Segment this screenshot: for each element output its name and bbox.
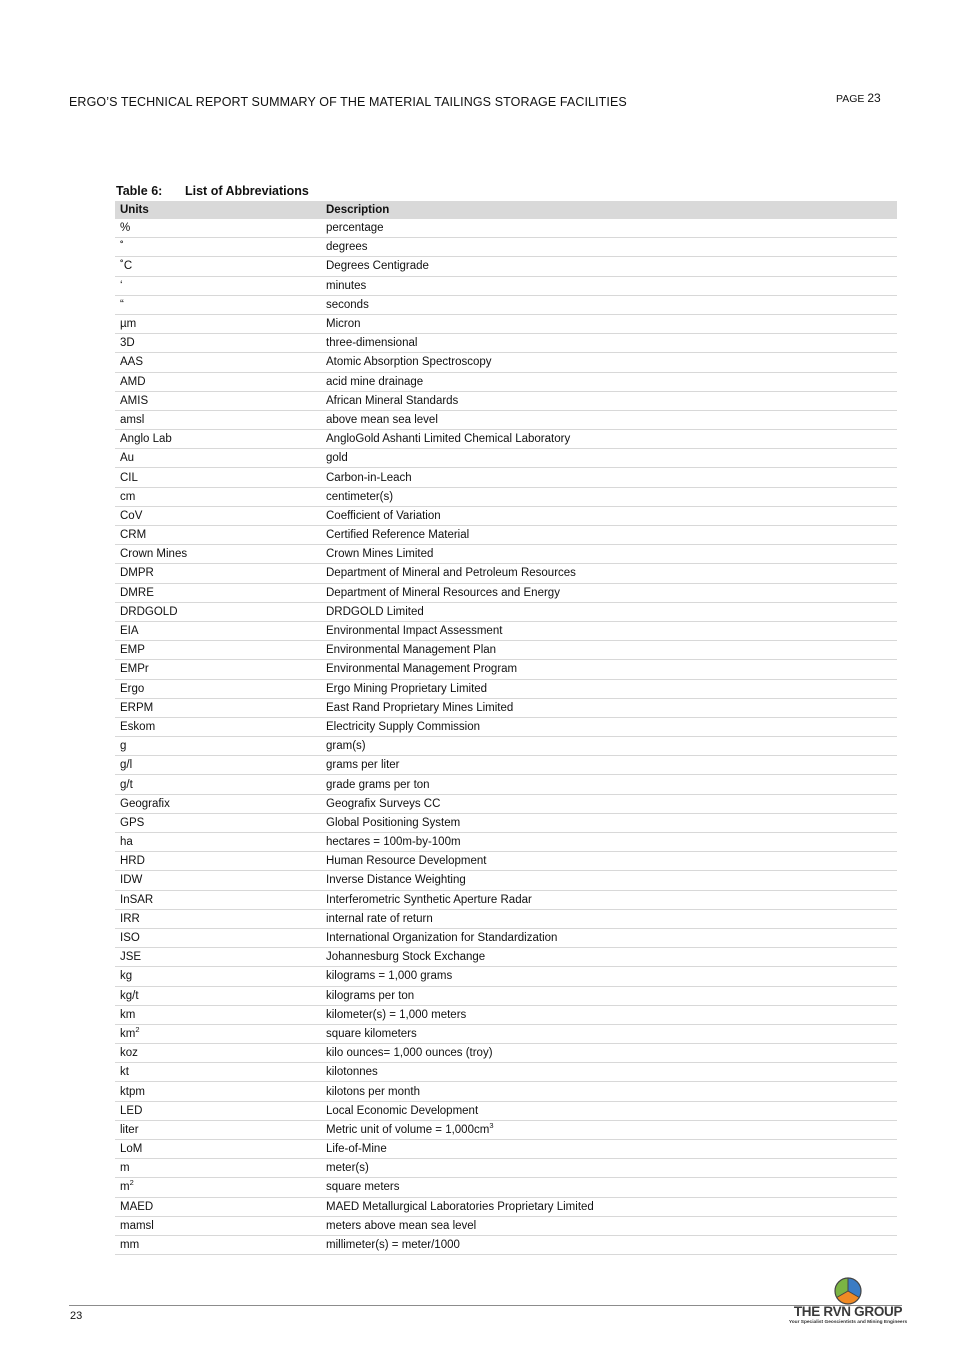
report-title: ERGO’S TECHNICAL REPORT SUMMARY OF THE MATERIAL TAILINGS STORAGE FACILITIES bbox=[69, 95, 627, 109]
unit-text: DRDGOLD bbox=[120, 605, 178, 618]
unit-text: mamsl bbox=[120, 1219, 154, 1232]
description-cell bbox=[321, 794, 897, 813]
description-text: Atomic Absorption Spectroscopy bbox=[326, 356, 492, 369]
description-text: millimeter(s) = meter/1000 bbox=[326, 1239, 460, 1252]
table-row bbox=[115, 794, 897, 813]
description-cell bbox=[321, 353, 897, 372]
description-text: Department of Mineral and Petroleum Resources bbox=[326, 567, 576, 580]
table-row bbox=[115, 1216, 897, 1235]
description-cell bbox=[321, 1197, 897, 1216]
column-header-description: Description bbox=[321, 201, 897, 219]
unit-cell bbox=[115, 602, 321, 621]
description-cell bbox=[321, 314, 897, 333]
table-row bbox=[115, 641, 897, 660]
description-cell bbox=[321, 506, 897, 525]
unit-cell bbox=[115, 391, 321, 410]
unit-text: “ bbox=[120, 298, 124, 311]
description-text: AngloGold Ashanti Limited Chemical Laboratory bbox=[326, 433, 571, 446]
unit-text: cm bbox=[120, 490, 136, 503]
table-row bbox=[115, 737, 897, 756]
unit-cell bbox=[115, 257, 321, 276]
description-cell bbox=[321, 276, 897, 295]
description-cell bbox=[321, 1044, 897, 1063]
table-row bbox=[115, 353, 897, 372]
table-row bbox=[115, 909, 897, 928]
unit-cell bbox=[115, 775, 321, 794]
unit-text: AAS bbox=[120, 356, 144, 369]
description-text: kilo ounces= 1,000 ounces (troy) bbox=[326, 1047, 493, 1060]
description-cell bbox=[321, 1063, 897, 1082]
description-text: Crown Mines Limited bbox=[326, 548, 434, 561]
table-row bbox=[115, 871, 897, 890]
description-text: Department of Mineral Resources and Energy bbox=[326, 586, 560, 599]
unit-text: IRR bbox=[120, 912, 140, 925]
unit-text: CIL bbox=[120, 471, 138, 484]
table-row bbox=[115, 717, 897, 736]
table-row bbox=[115, 583, 897, 602]
unit-cell bbox=[115, 1101, 321, 1120]
table-row bbox=[115, 564, 897, 583]
table-row bbox=[115, 257, 897, 276]
unit-text: km bbox=[120, 1027, 136, 1040]
unit-cell bbox=[115, 833, 321, 852]
table-row bbox=[115, 833, 897, 852]
description-text: centimeter(s) bbox=[326, 490, 394, 503]
description-text: Metric unit of volume = 1,000cm bbox=[326, 1123, 490, 1136]
unit-cell bbox=[115, 813, 321, 832]
description-cell bbox=[321, 1101, 897, 1120]
unit-text: ˚C bbox=[120, 260, 133, 273]
unit-cell bbox=[115, 1044, 321, 1063]
description-cell bbox=[321, 1178, 897, 1197]
description-text: Micron bbox=[326, 318, 361, 331]
unit-cell bbox=[115, 621, 321, 640]
description-cell bbox=[321, 602, 897, 621]
unit-cell bbox=[115, 871, 321, 890]
unit-text: amsl bbox=[120, 413, 145, 426]
unit-text: IDW bbox=[120, 874, 143, 887]
unit-text: AMD bbox=[120, 375, 146, 388]
unit-cell bbox=[115, 314, 321, 333]
unit-text: Geografix bbox=[120, 797, 170, 810]
description-text: African Mineral Standards bbox=[326, 394, 459, 407]
description-text: MAED Metallurgical Laboratories Proprietary Limited bbox=[326, 1200, 594, 1213]
description-text: Carbon-in-Leach bbox=[326, 471, 412, 484]
description-text: kilometer(s) = 1,000 meters bbox=[326, 1008, 467, 1021]
unit-text: InSAR bbox=[120, 893, 154, 906]
table-row bbox=[115, 698, 897, 717]
description-text: grade grams per ton bbox=[326, 778, 430, 791]
unit-cell bbox=[115, 794, 321, 813]
description-cell bbox=[321, 775, 897, 794]
description-text: Electricity Supply Commission bbox=[326, 720, 481, 733]
description-cell bbox=[321, 679, 897, 698]
unit-cell bbox=[115, 1235, 321, 1254]
table-row bbox=[115, 545, 897, 564]
unit-cell bbox=[115, 1216, 321, 1235]
description-text: Certified Reference Material bbox=[326, 529, 470, 542]
description-text: gold bbox=[326, 452, 348, 465]
description-text: DRDGOLD Limited bbox=[326, 605, 424, 618]
description-cell bbox=[321, 1005, 897, 1024]
unit-cell bbox=[115, 1159, 321, 1178]
page-prefix: PAGE bbox=[836, 93, 865, 105]
description-cell bbox=[321, 698, 897, 717]
description-cell bbox=[321, 1140, 897, 1159]
unit-superscript: 2 bbox=[129, 1178, 134, 1188]
table-row bbox=[115, 679, 897, 698]
description-cell bbox=[321, 449, 897, 468]
table-caption bbox=[116, 184, 309, 198]
description-cell bbox=[321, 564, 897, 583]
table-row bbox=[115, 1044, 897, 1063]
unit-cell bbox=[115, 545, 321, 564]
unit-cell bbox=[115, 219, 321, 238]
unit-cell bbox=[115, 698, 321, 717]
description-cell bbox=[321, 1216, 897, 1235]
unit-cell bbox=[115, 295, 321, 314]
description-cell bbox=[321, 1082, 897, 1101]
unit-text: Anglo Lab bbox=[120, 433, 172, 446]
abbreviations-table bbox=[115, 201, 897, 1255]
unit-text: µm bbox=[120, 318, 137, 331]
description-text: hectares = 100m-by-100m bbox=[326, 836, 461, 849]
description-text: Human Resource Development bbox=[326, 855, 487, 868]
description-cell bbox=[321, 410, 897, 429]
unit-cell bbox=[115, 1120, 321, 1139]
unit-cell bbox=[115, 238, 321, 257]
unit-cell bbox=[115, 1024, 321, 1043]
table-row bbox=[115, 756, 897, 775]
unit-cell bbox=[115, 506, 321, 525]
description-text: grams per liter bbox=[326, 759, 400, 772]
unit-cell bbox=[115, 372, 321, 391]
table-row bbox=[115, 1082, 897, 1101]
description-cell bbox=[321, 737, 897, 756]
description-cell bbox=[321, 219, 897, 238]
description-text: internal rate of return bbox=[326, 912, 433, 925]
unit-text: g/t bbox=[120, 778, 133, 791]
unit-text: EMPr bbox=[120, 663, 149, 676]
unit-text: Eskom bbox=[120, 720, 156, 733]
unit-text: ‘ bbox=[120, 279, 123, 292]
table-row bbox=[115, 1197, 897, 1216]
table-row bbox=[115, 986, 897, 1005]
description-text: square kilometers bbox=[326, 1027, 417, 1040]
description-cell bbox=[321, 967, 897, 986]
table-row bbox=[115, 928, 897, 947]
unit-text: 3D bbox=[120, 337, 135, 350]
unit-cell bbox=[115, 1178, 321, 1197]
description-text: Degrees Centigrade bbox=[326, 260, 429, 273]
unit-text: MAED bbox=[120, 1200, 154, 1213]
page-number: 23 bbox=[867, 91, 881, 105]
unit-text: liter bbox=[120, 1123, 139, 1136]
unit-cell bbox=[115, 986, 321, 1005]
description-cell bbox=[321, 948, 897, 967]
unit-text: koz bbox=[120, 1047, 138, 1060]
table-row bbox=[115, 430, 897, 449]
unit-cell bbox=[115, 1063, 321, 1082]
table-header-row bbox=[115, 201, 897, 219]
unit-text: m bbox=[120, 1181, 130, 1194]
table-row bbox=[115, 276, 897, 295]
unit-text: JSE bbox=[120, 951, 142, 964]
unit-cell bbox=[115, 276, 321, 295]
unit-text: ISO bbox=[120, 932, 140, 945]
description-text: International Organization for Standardization bbox=[326, 932, 558, 945]
unit-cell bbox=[115, 737, 321, 756]
unit-text: HRD bbox=[120, 855, 145, 868]
table-row bbox=[115, 1140, 897, 1159]
unit-text: m bbox=[120, 1162, 130, 1175]
description-cell bbox=[321, 621, 897, 640]
description-cell bbox=[321, 986, 897, 1005]
description-cell bbox=[321, 583, 897, 602]
unit-cell bbox=[115, 756, 321, 775]
table-row bbox=[115, 1063, 897, 1082]
description-text: meter(s) bbox=[326, 1162, 369, 1175]
description-text: Ergo Mining Proprietary Limited bbox=[326, 682, 488, 695]
description-text: Johannesburg Stock Exchange bbox=[326, 951, 486, 964]
unit-cell bbox=[115, 890, 321, 909]
description-cell bbox=[321, 372, 897, 391]
table-title: List of Abbreviations bbox=[185, 184, 309, 198]
description-text: acid mine drainage bbox=[326, 375, 424, 388]
unit-cell bbox=[115, 449, 321, 468]
description-cell bbox=[321, 641, 897, 660]
unit-text: Au bbox=[120, 452, 135, 465]
table-row bbox=[115, 526, 897, 545]
description-text: Local Economic Development bbox=[326, 1104, 479, 1117]
description-text: Geografix Surveys CC bbox=[326, 797, 441, 810]
description-text: above mean sea level bbox=[326, 413, 438, 426]
description-text: seconds bbox=[326, 298, 369, 311]
unit-cell bbox=[115, 641, 321, 660]
unit-text: Ergo bbox=[120, 682, 145, 695]
description-text: Inverse Distance Weighting bbox=[326, 874, 466, 887]
unit-text: DMRE bbox=[120, 586, 154, 599]
table-row bbox=[115, 449, 897, 468]
table-row bbox=[115, 1005, 897, 1024]
unit-cell bbox=[115, 564, 321, 583]
table-row bbox=[115, 967, 897, 986]
footer-page-number: 23 bbox=[70, 1310, 83, 1322]
unit-text: EMP bbox=[120, 644, 145, 657]
footer-divider bbox=[69, 1305, 902, 1306]
unit-text: ha bbox=[120, 836, 133, 849]
unit-cell bbox=[115, 487, 321, 506]
description-cell bbox=[321, 545, 897, 564]
table-row bbox=[115, 238, 897, 257]
description-cell bbox=[321, 890, 897, 909]
unit-text: DMPR bbox=[120, 567, 154, 580]
description-text: kilotons per month bbox=[326, 1085, 420, 1098]
description-text: Environmental Management Plan bbox=[326, 644, 497, 657]
description-cell bbox=[321, 852, 897, 871]
column-header-units: Units bbox=[115, 201, 321, 219]
description-cell bbox=[321, 487, 897, 506]
table-row bbox=[115, 1235, 897, 1254]
unit-cell bbox=[115, 928, 321, 947]
description-text: minutes bbox=[326, 279, 367, 292]
description-cell bbox=[321, 468, 897, 487]
unit-text: CoV bbox=[120, 509, 143, 522]
table-row bbox=[115, 890, 897, 909]
table-row bbox=[115, 391, 897, 410]
description-cell bbox=[321, 526, 897, 545]
description-cell bbox=[321, 1024, 897, 1043]
unit-text: EIA bbox=[120, 625, 139, 638]
pie-logo-icon bbox=[788, 1276, 908, 1306]
unit-superscript: 2 bbox=[135, 1025, 140, 1035]
header-page-number bbox=[836, 91, 881, 105]
unit-cell bbox=[115, 334, 321, 353]
table-row bbox=[115, 1101, 897, 1120]
table-row bbox=[115, 295, 897, 314]
unit-text: Crown Mines bbox=[120, 548, 188, 561]
description-text: three-dimensional bbox=[326, 337, 418, 350]
unit-text: kg bbox=[120, 970, 133, 983]
table-row bbox=[115, 219, 897, 238]
unit-cell bbox=[115, 1082, 321, 1101]
unit-cell bbox=[115, 852, 321, 871]
description-text: square meters bbox=[326, 1181, 400, 1194]
table-row bbox=[115, 813, 897, 832]
unit-text: ERPM bbox=[120, 701, 154, 714]
unit-cell bbox=[115, 410, 321, 429]
unit-text: ktpm bbox=[120, 1085, 145, 1098]
table-row bbox=[115, 775, 897, 794]
table-row bbox=[115, 314, 897, 333]
table-row bbox=[115, 852, 897, 871]
unit-cell bbox=[115, 430, 321, 449]
description-text: Global Positioning System bbox=[326, 816, 461, 829]
unit-cell bbox=[115, 660, 321, 679]
table-row bbox=[115, 1120, 897, 1139]
unit-text: g/l bbox=[120, 759, 133, 772]
table-row bbox=[115, 948, 897, 967]
unit-text: mm bbox=[120, 1239, 140, 1252]
unit-text: % bbox=[120, 222, 131, 235]
description-text: degrees bbox=[326, 241, 368, 254]
table-row bbox=[115, 621, 897, 640]
description-cell bbox=[321, 257, 897, 276]
description-cell bbox=[321, 334, 897, 353]
table-row bbox=[115, 506, 897, 525]
description-text: Environmental Management Program bbox=[326, 663, 518, 676]
unit-cell bbox=[115, 1197, 321, 1216]
description-cell bbox=[321, 1235, 897, 1254]
description-superscript: 3 bbox=[489, 1121, 494, 1131]
description-text: Environmental Impact Assessment bbox=[326, 625, 503, 638]
table-row bbox=[115, 602, 897, 621]
unit-cell bbox=[115, 468, 321, 487]
description-cell bbox=[321, 1120, 897, 1139]
unit-cell bbox=[115, 948, 321, 967]
unit-text: GPS bbox=[120, 816, 145, 829]
description-text: kilograms = 1,000 grams bbox=[326, 970, 453, 983]
description-cell bbox=[321, 928, 897, 947]
unit-text: CRM bbox=[120, 529, 147, 542]
table-row bbox=[115, 487, 897, 506]
unit-cell bbox=[115, 909, 321, 928]
table-row bbox=[115, 660, 897, 679]
description-text: Interferometric Synthetic Aperture Radar bbox=[326, 893, 532, 906]
description-cell bbox=[321, 871, 897, 890]
description-cell bbox=[321, 813, 897, 832]
description-cell bbox=[321, 1159, 897, 1178]
description-cell bbox=[321, 660, 897, 679]
unit-text: kt bbox=[120, 1066, 129, 1079]
unit-cell bbox=[115, 1140, 321, 1159]
table-label: Table 6: bbox=[116, 184, 163, 198]
description-text: gram(s) bbox=[326, 740, 366, 753]
description-cell bbox=[321, 756, 897, 775]
unit-cell bbox=[115, 717, 321, 736]
table-row bbox=[115, 1159, 897, 1178]
description-text: Coefficient of Variation bbox=[326, 509, 441, 522]
unit-cell bbox=[115, 583, 321, 602]
logo-name: THE RVN GROUP bbox=[793, 1304, 903, 1319]
description-cell bbox=[321, 833, 897, 852]
description-text: meters above mean sea level bbox=[326, 1219, 477, 1232]
unit-cell bbox=[115, 967, 321, 986]
table-row bbox=[115, 372, 897, 391]
table-row bbox=[115, 410, 897, 429]
table-row bbox=[115, 1178, 897, 1197]
unit-text: AMIS bbox=[120, 394, 149, 407]
unit-text: ˚ bbox=[120, 241, 124, 254]
unit-cell bbox=[115, 679, 321, 698]
unit-cell bbox=[115, 353, 321, 372]
description-cell bbox=[321, 295, 897, 314]
description-cell bbox=[321, 717, 897, 736]
description-text: kilograms per ton bbox=[326, 989, 415, 1002]
unit-cell bbox=[115, 1005, 321, 1024]
table-row bbox=[115, 468, 897, 487]
table-row bbox=[115, 1024, 897, 1043]
company-logo bbox=[788, 1276, 908, 1330]
description-text: East Rand Proprietary Mines Limited bbox=[326, 701, 514, 714]
logo-tagline: Your Specialist Geoscientists and Mining Engineers bbox=[788, 1320, 908, 1325]
table-row bbox=[115, 334, 897, 353]
description-cell bbox=[321, 909, 897, 928]
unit-text: g bbox=[120, 740, 127, 753]
description-text: Life-of-Mine bbox=[326, 1143, 387, 1156]
unit-text: LED bbox=[120, 1104, 143, 1117]
unit-text: LoM bbox=[120, 1143, 143, 1156]
description-text: kilotonnes bbox=[326, 1066, 378, 1079]
unit-cell bbox=[115, 526, 321, 545]
unit-text: km bbox=[120, 1008, 136, 1021]
description-cell bbox=[321, 430, 897, 449]
table-body bbox=[115, 219, 897, 1255]
description-text: percentage bbox=[326, 222, 384, 235]
description-cell bbox=[321, 238, 897, 257]
unit-text: kg/t bbox=[120, 989, 139, 1002]
description-cell bbox=[321, 391, 897, 410]
